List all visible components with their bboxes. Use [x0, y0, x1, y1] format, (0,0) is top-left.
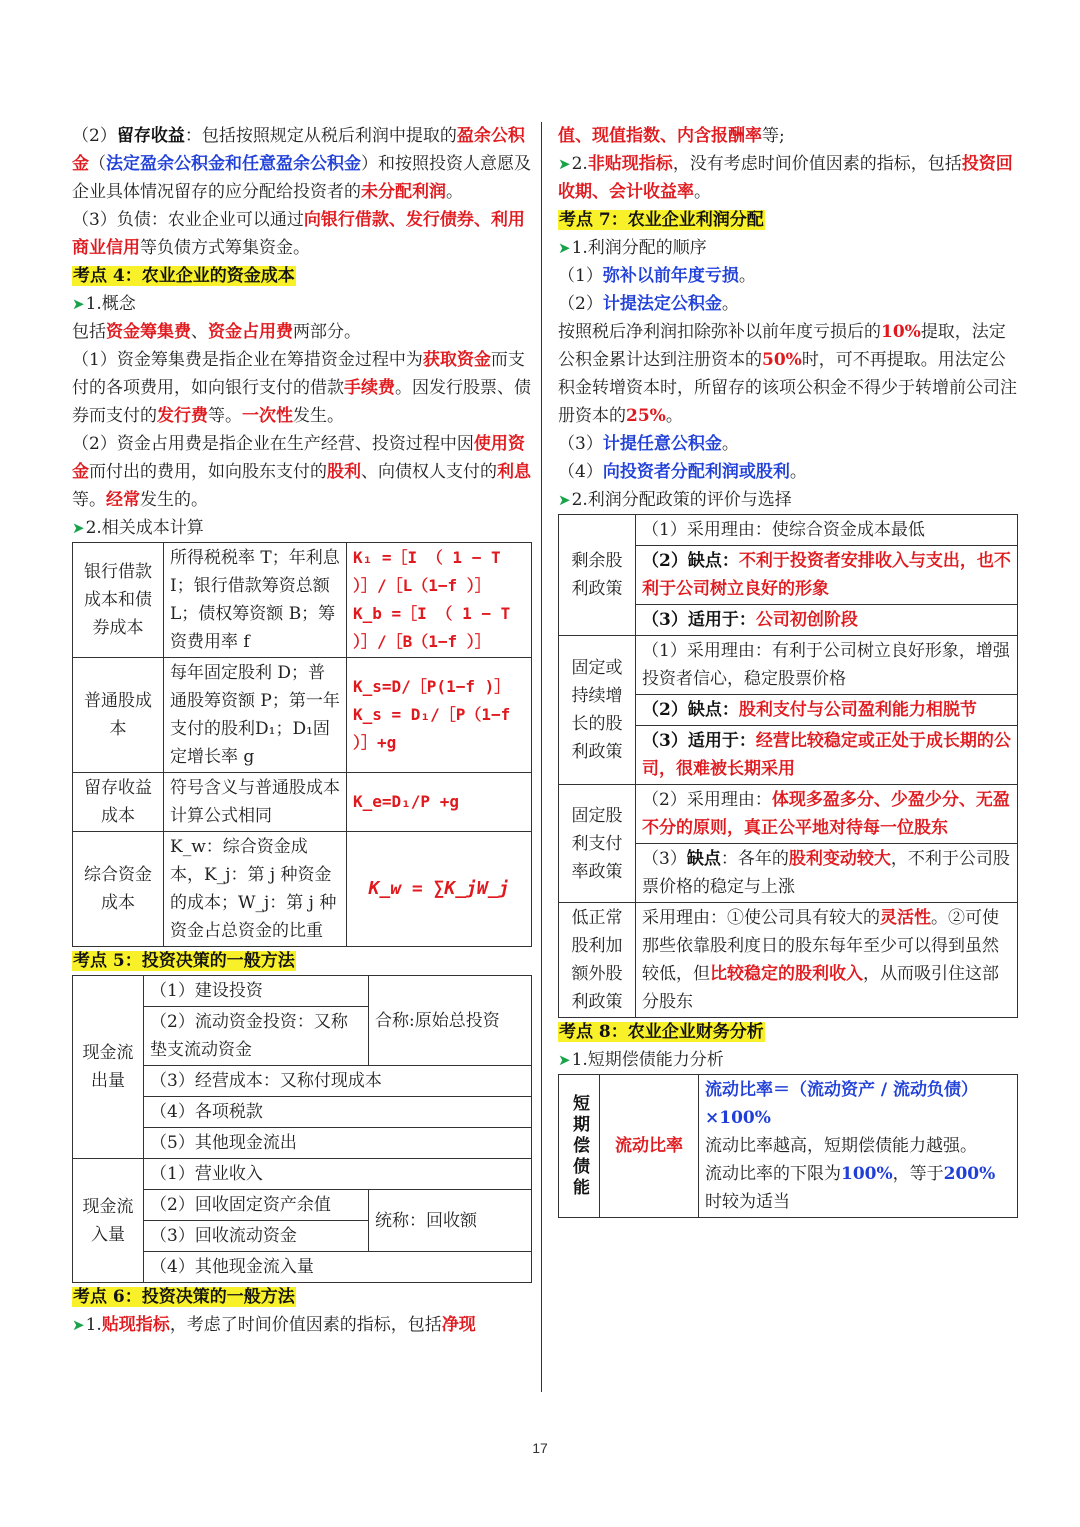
section-heading-4: 考点 4：农业企业的资金成本	[73, 266, 295, 286]
paragraph-occupancy-fee: （2）资金占用费是指企业在生产经营、投资过程中因使用资金而付出的费用，如向股东支付的股利、向债权人支付的利息等。经常发生的。	[72, 434, 531, 510]
arrow-icon: ➤	[72, 519, 85, 537]
dividend-policy-table	[558, 514, 1018, 1018]
table-row: 普通股成本 每年固定股利 D；普通股筹资额 P；第一年支付的股利D₁；D₁固定增长率 g K_s=D/［P(1−f )］ K_s = D₁/［P（1−f ）］+g	[73, 658, 532, 773]
arrow-icon: ➤	[558, 155, 571, 173]
table-row: （2）缺点：不利于投资者安排收入与支出，也不利于公司树立良好的形象	[559, 546, 1018, 605]
table-row: 低正常股利加额外股利政策 采用理由：①使公司具有较大的灵活性。②可使那些依靠股利度日的股东每年至少可以得到虽然较低，但比较稳定的股利收入，从而吸引住这部分股东	[559, 903, 1018, 1018]
table-row: 剩余股利政策 （1）采用理由：使综合资金成本最低	[559, 515, 1018, 546]
subheading-solvency: ➤1.短期偿债能力分析	[558, 1050, 724, 1070]
subheading-concept: ➤1.概念	[72, 294, 136, 314]
table-row: 留存收益成本 符号含义与普通股成本计算公式相同 K_e=D₁/P +g	[73, 773, 532, 832]
table-row: 短期偿债能 流动比率 流动比率＝（流动资产 / 流动负债）×100% 流动比率越高，短期偿债能力越强。 流动比率的下限为100%，等于200%时较为适当	[559, 1075, 1018, 1218]
section-heading-8: 考点 8：农业企业财务分析	[559, 1022, 764, 1042]
table-row: （2）回收固定资产余值 统称：回收额	[73, 1190, 532, 1221]
table-row: 固定或持续增长的股利政策 （1）采用理由：有利于公司树立良好形象，增强投资者信心，稳定股票价格	[559, 636, 1018, 695]
paragraph-discount-continued: 值、现值指数、内含报酬率等;	[558, 126, 785, 146]
table-row: （2）缺点：股利支付与公司盈利能力相脱节	[559, 695, 1018, 726]
table-row: 现金流出量 （1）建设投资 合称:原始总投资	[73, 976, 532, 1007]
table-row: 现金流入量 （1）营业收入	[73, 1159, 532, 1190]
subheading-order: ➤1.利润分配的顺序	[558, 238, 707, 258]
table-row: （3）适用于：经营比较稳定或正处于成长期的公司，很难被长期采用	[559, 726, 1018, 785]
paragraph-retained-earnings: （2）留存收益：包括按照规定从税后利润中提取的盈余公积金（法定盈余公积金和任意盈余公积金）和按照投资人意愿及企业具体情况留存的应分配给投资者的未分配利润。	[72, 126, 531, 202]
table-row: 固定股利支付率政策 （2）采用理由：体现多盈多分、少盈少分、无盈不分的原则，真正公平地对待每一位股东	[559, 785, 1018, 844]
paragraph-concept: 包括资金筹集费、资金占用费两部分。	[72, 322, 361, 342]
cash-flow-table	[72, 975, 532, 1283]
section-heading-6: 考点 6：投资决策的一般方法	[73, 1287, 295, 1307]
paragraph-discount-indicator: ➤1.贴现指标，考虑了时间价值因素的指标，包括净现	[72, 1315, 476, 1335]
left-column	[72, 122, 532, 1339]
paragraph-statutory-reserve: 按照税后净利润扣除弥补以前年度亏损后的10%提取，法定公积金累计达到注册资本的50%时，可不再提取。用法定公积金转增资本时，所留存的该项公积金不得少于转增前公司注册资本的25%。	[558, 322, 1017, 426]
table-row: （3）回收流动资金	[73, 1221, 532, 1252]
table-row: 综合资金成本 K_w：综合资金成本，K_j：第 j 种资金的成本；W_j：第 j 种资金占总资金的比重 K_w = ∑K_jW_j	[73, 832, 532, 947]
subheading-policy: ➤2.利润分配政策的评价与选择	[558, 490, 792, 510]
solvency-table	[558, 1074, 1018, 1218]
list-item: （1）弥补以前年度亏损。	[558, 266, 756, 286]
arrow-icon: ➤	[72, 1316, 85, 1334]
list-item: （2）计提法定公积金。	[558, 294, 739, 314]
arrow-icon: ➤	[72, 295, 85, 313]
arrow-icon: ➤	[558, 1051, 571, 1069]
table-row: （4）其他现金流入量	[73, 1252, 532, 1283]
paragraph-non-discount: ➤2.非贴现指标，没有考虑时间价值因素的指标，包括投资回收期、会计收益率。	[558, 154, 1013, 202]
cost-table	[72, 542, 532, 947]
list-item: （4）向投资者分配利润或股利。	[558, 462, 807, 482]
arrow-icon: ➤	[558, 491, 571, 509]
table-row: （3）缺点：各年的股利变动较大，不利于公司股票价格的稳定与上涨	[559, 844, 1018, 903]
table-row: （5）其他现金流出	[73, 1128, 532, 1159]
section-heading-5: 考点 5：投资决策的一般方法	[73, 951, 295, 971]
table-row: （2）流动资金投资：又称垫支流动资金	[73, 1007, 532, 1066]
table-row: （3）经营成本：又称付现成本	[73, 1066, 532, 1097]
right-column	[558, 122, 1018, 1218]
column-divider	[541, 122, 542, 1392]
paragraph-liabilities: （3）负债：农业企业可以通过向银行借款、发行债券、利用商业信用等负债方式筹集资金。	[72, 210, 525, 258]
subheading-cost-calc: ➤2.相关成本计算	[72, 518, 204, 538]
section-heading-7: 考点 7：农业企业利润分配	[559, 210, 764, 230]
table-row: 银行借款成本和债券成本 所得税税率 T；年利息 I；银行借款筹资总额 L；债权筹资额 B；筹资费用率 f K₁ =［I （ 1 − T ）］/［L（1−f ）］ K_b =［I （ 1 − T ）］/［B（1−f ）］	[73, 543, 532, 658]
table-row: （4）各项税款	[73, 1097, 532, 1128]
arrow-icon: ➤	[558, 239, 571, 257]
table-row: （3）适用于：公司初创阶段	[559, 605, 1018, 636]
page-number: 17	[532, 1440, 548, 1456]
paragraph-raising-fee: （1）资金筹集费是指企业在筹措资金过程中为获取资金而支付的各项费用，如向银行支付的借款手续费。因发行股票、债券而支付的发行费等。一次性发生。	[72, 350, 531, 426]
list-item: （3）计提任意公积金。	[558, 434, 739, 454]
